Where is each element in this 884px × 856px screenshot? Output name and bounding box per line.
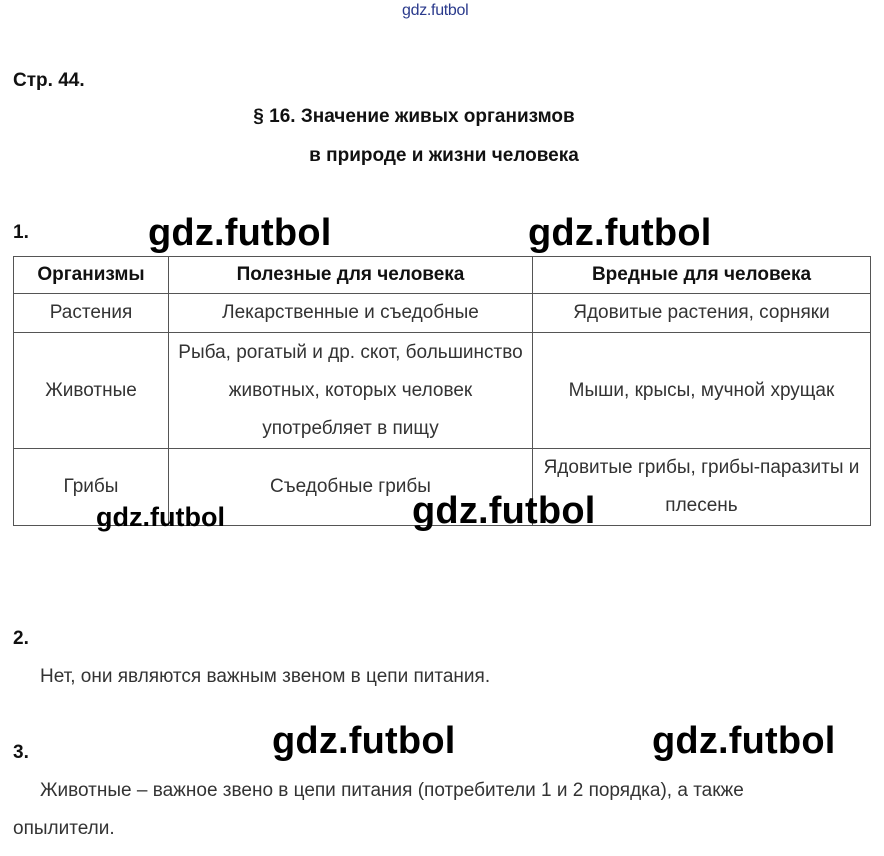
table-cell: Ядовитые грибы, грибы-паразиты и плесень: [533, 449, 871, 526]
question-2-number: 2.: [13, 628, 29, 649]
question-2-answer: Нет, они являются важным звеном в цепи питания.: [40, 666, 491, 687]
table-header: Полезные для человека: [169, 257, 533, 294]
table-header: Вредные для человека: [533, 257, 871, 294]
table-cell: Растения: [14, 294, 169, 333]
table-cell: Лекарственные и съедобные: [169, 294, 533, 333]
watermark: gdz.futbol: [272, 720, 456, 762]
watermark: gdz.futbol: [412, 490, 596, 532]
table-cell: Ядовитые растения, сорняки: [533, 294, 871, 333]
table-cell: Грибы: [14, 449, 169, 526]
table-row: [14, 333, 871, 449]
watermark: gdz.futbol: [148, 212, 332, 254]
watermark: gdz.futbol: [528, 212, 712, 254]
question-1-number: 1.: [13, 222, 29, 243]
table-cell: Мыши, крысы, мучной хрущак: [533, 333, 871, 449]
watermark: gdz.futbol: [652, 720, 836, 762]
watermark: gdz.futbol: [96, 502, 225, 532]
table-row: [14, 294, 871, 333]
table-header-row: [14, 257, 871, 294]
page-reference: Стр. 44.: [13, 70, 85, 91]
section-title-line-2: в природе и жизни человека: [309, 145, 579, 166]
table-header: Организмы: [14, 257, 169, 294]
question-3-number: 3.: [13, 742, 29, 763]
table-cell: Съедобные грибы: [169, 449, 533, 526]
question-3-answer-line-2: опылители.: [13, 818, 115, 839]
watermark-top: gdz.futbol: [402, 2, 469, 19]
organisms-table: [13, 256, 871, 526]
table-cell: Животные: [14, 333, 169, 449]
table-cell: Рыба, рогатый и др. скот, большинство животных, которых человек употребляет в пищу: [169, 333, 533, 449]
section-title-line-1: § 16. Значение живых организмов: [253, 106, 575, 127]
question-3-answer-line-1: Животные – важное звено в цепи питания (потребители 1 и 2 порядка), а также: [40, 780, 744, 801]
